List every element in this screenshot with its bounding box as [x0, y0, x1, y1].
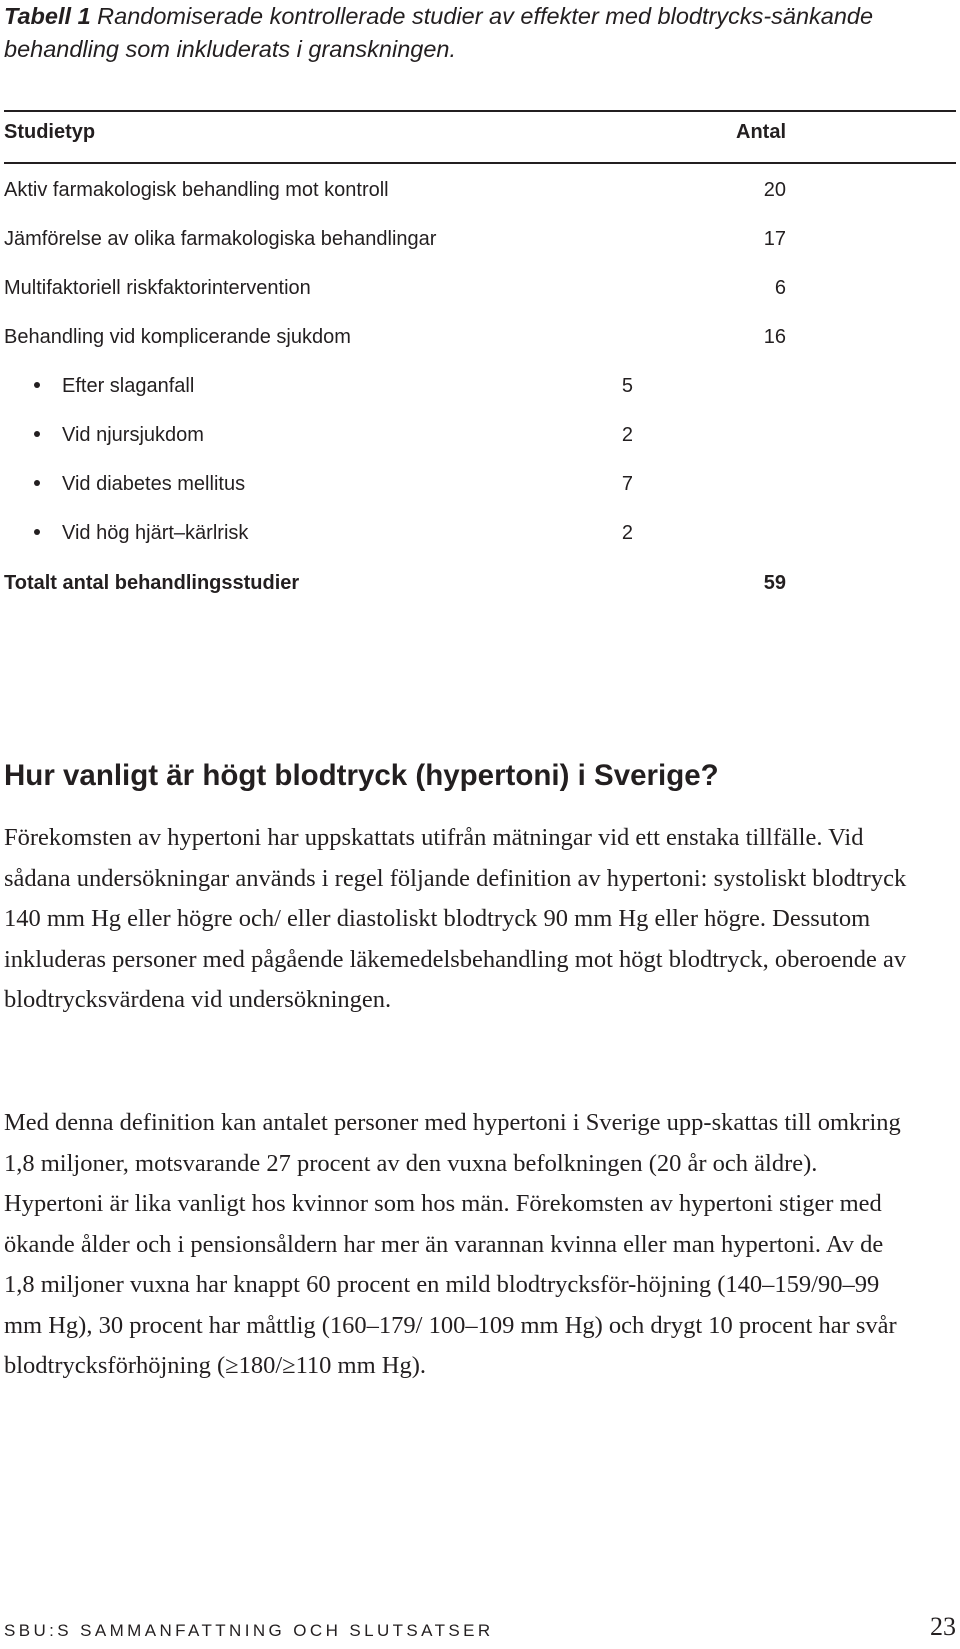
table-row-label: Jämförelse av olika farmakologiska behandlingar: [4, 228, 437, 250]
table-row-value: 16: [763, 326, 786, 348]
page-number: 23: [930, 1612, 956, 1641]
section-heading: Hur vanligt är högt blodtryck (hypertoni) i Sverige?: [4, 759, 719, 792]
bullet-icon: [34, 529, 40, 535]
body-paragraph: Med denna definition kan antalet personer med hypertoni i Sverige upp-skattas till omkring 1,8 miljoner, motsvarande 27 procent av den vuxna befolkningen (20 år och äldre). Hypertoni är lika vanligt hos kvinnor som hos män. Förekomsten av hypertoni stiger med ökande ålder och i pensionsåldern har mer än varannan kvinna eller man hypertoni. Av de 1,8 miljoner vuxna har knappt 60 procent en mild blodtrycksför-höjning (140–159/90–99 mm Hg), 30 procent har måttlig (160–179/ 100–109 mm Hg) och drygt 10 procent har svår blodtrycksförhöjning (≥180/≥110 mm Hg).: [4, 1109, 901, 1379]
bullet-icon: [34, 431, 40, 437]
table-row-value: 6: [774, 277, 786, 299]
table-row-value: 17: [763, 228, 786, 250]
bullet-icon: [34, 480, 40, 486]
table-subrow-value: 2: [621, 424, 633, 446]
bullet-icon: [34, 382, 40, 388]
body-paragraph: Förekomsten av hypertoni har uppskattats utifrån mätningar vid ett enstaka tillfälle. Vid sådana undersökningar används i regel följande definition av hypertoni: systoliskt blodtryck 140 mm Hg eller högre och/ eller diastoliskt blodtryck 90 mm Hg eller högre. Dessutom inkluderas personer med pågående läkemedelsbehandling mot högt blodtryck, oberoende av blodtrycksvärdena vid undersökningen.: [4, 824, 907, 1013]
table-row-label: Aktiv farmakologisk behandling mot kontroll: [4, 179, 389, 201]
table-caption: [4, 0, 884, 66]
table-subrow-label: Vid njursjukdom: [62, 424, 204, 446]
table-header-antal: Antal: [736, 121, 786, 143]
table-header-studietyp: Studietyp: [4, 121, 96, 143]
table-total-label: Totalt antal behandlingsstudier: [4, 572, 300, 594]
table-header-rule: [4, 162, 956, 164]
table-caption-text: Randomiserade kontrollerade studier av effekter med blodtrycks-sänkande behandling som inkluderats i granskningen.: [4, 3, 874, 62]
table-caption-label: Tabell 1: [4, 3, 91, 29]
table-subrow-label: Vid diabetes mellitus: [62, 473, 246, 495]
table-subrow-value: 2: [621, 522, 633, 544]
table-row-label: Behandling vid komplicerande sjukdom: [4, 326, 351, 348]
table-row-value: 20: [763, 179, 786, 201]
table-subrow-label: Efter slaganfall: [62, 375, 195, 397]
table-subrow-label: Vid hög hjärt–kärlrisk: [62, 522, 249, 544]
table-row-label: Multifaktoriell riskfaktorintervention: [4, 277, 311, 299]
table-top-rule: [4, 110, 956, 112]
running-footer: SBU:S SAMMANFATTNING OCH SLUTSATSER: [4, 1621, 494, 1640]
table-total-value: 59: [763, 572, 786, 594]
table-subrow-value: 5: [621, 375, 633, 397]
table-subrow-value: 7: [621, 473, 633, 495]
